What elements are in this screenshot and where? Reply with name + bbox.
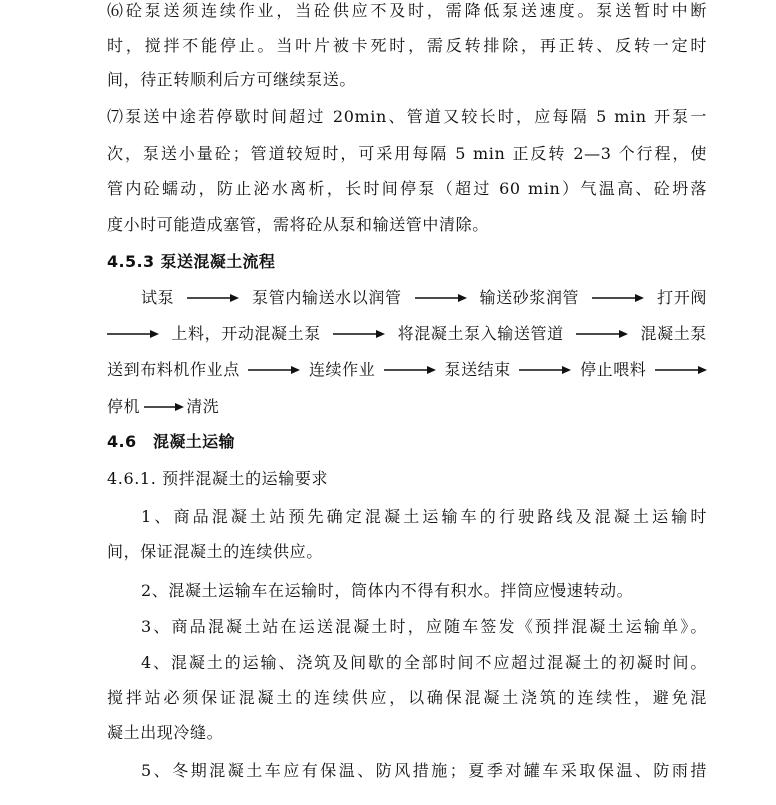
item-2: 2、混凝土运输车在运输时，筒体内不得有积水。拌筒应慢速转动。	[141, 581, 634, 600]
item-1-line-2: 间，保证混凝土的连续供应。	[107, 542, 323, 561]
flow-step-concrete-pump: 混凝土泵	[640, 324, 707, 343]
item-4-line-1: 4、混凝土的运输、浇筑及间歇的全部时间不应超过混凝土的初凝时间。	[141, 653, 707, 672]
flow-row-2	[107, 316, 707, 352]
flow-step-stop-feeding: 停止喂料	[580, 360, 647, 379]
para-7-line-1: ⑺泵送中途若停歇时间超过 20min、管道又较长时，应每隔 5 min 开泵一	[107, 107, 707, 126]
item-4-line-2: 搅拌站必须保证混凝土的连续供应，以确保混凝土浇筑的连续性，避免混	[107, 688, 707, 707]
para-6-line-2: 时，搅拌不能停止。当叶片被卡死时，需反转排除，再正转、反转一定时	[107, 36, 707, 55]
flow-step-pumping-end: 泵送结束	[444, 360, 511, 379]
subsection-heading-4-6-1: 4.6.1. 预拌混凝土的运输要求	[107, 469, 329, 488]
section-heading-4-6: 4.6 混凝土运输	[107, 432, 235, 451]
item-3: 3、商品混凝土站在运送混凝土时，应随车签发《预拌混凝土运输单》。	[141, 617, 707, 636]
flow-step-shutdown: 停机	[107, 397, 141, 416]
flow-step-pump-into-pipe: 将混凝土泵入输送管道	[397, 324, 564, 343]
flow-step-mortar-lubricate: 输送砂浆润管	[479, 288, 580, 307]
right-arrow-icon	[248, 365, 300, 375]
flow-row-1	[141, 280, 707, 316]
right-arrow-icon	[107, 329, 159, 339]
section-heading-4-5-3: 4.5.3 泵送混凝土流程	[107, 252, 276, 271]
right-arrow-icon	[144, 402, 184, 412]
right-arrow-icon	[333, 329, 385, 339]
flow-row-4	[107, 389, 707, 425]
flow-step-trial-pump: 试泵	[141, 288, 175, 307]
para-7-line-3: 管内砼蠕动，防止泌水离析，长时间停泵（超过 60 min）气温高、砼坍落	[107, 179, 707, 198]
right-arrow-icon	[592, 293, 644, 303]
flow-step-open-valve: 打开阀	[657, 288, 707, 307]
para-7-line-4: 度小时可能造成塞管，需将砼从泵和输送管中清除。	[107, 215, 489, 234]
flow-step-cleaning: 清洗	[186, 397, 220, 416]
para-7-line-2: 次，泵送小量砼；管道较短时，可采用每隔 5 min 正反转 2—3 个行程，使	[107, 144, 707, 163]
item-5: 5、冬期混凝土车应有保温、防风措施；夏季对罐车采取保温、防雨措	[141, 761, 707, 780]
flow-step-feed-start-pump: 上料，开动混凝土泵	[171, 324, 321, 343]
para-6-line-3: 间，待正转顺利后方可继续泵送。	[107, 70, 357, 89]
flow-step-to-distributor: 送到布料机作业点	[107, 360, 240, 379]
right-arrow-icon	[384, 365, 436, 375]
flow-step-water-lubricate: 泵管内输送水以润管	[252, 288, 402, 307]
item-1-line-1: 1、商品混凝土站预先确定混凝土运输车的行驶路线及混凝土运输时	[141, 507, 707, 526]
flow-step-continuous-work: 连续作业	[308, 360, 376, 379]
right-arrow-icon	[655, 365, 707, 375]
right-arrow-icon	[415, 293, 467, 303]
right-arrow-icon	[187, 293, 239, 303]
right-arrow-icon	[519, 365, 571, 375]
right-arrow-icon	[576, 329, 628, 339]
flow-row-3	[107, 352, 707, 388]
para-6-line-1: ⑹砼泵送须连续作业，当砼供应不及时，需降低泵送速度。泵送暂时中断	[107, 1, 707, 20]
item-4-line-3: 凝土出现冷缝。	[107, 723, 224, 742]
